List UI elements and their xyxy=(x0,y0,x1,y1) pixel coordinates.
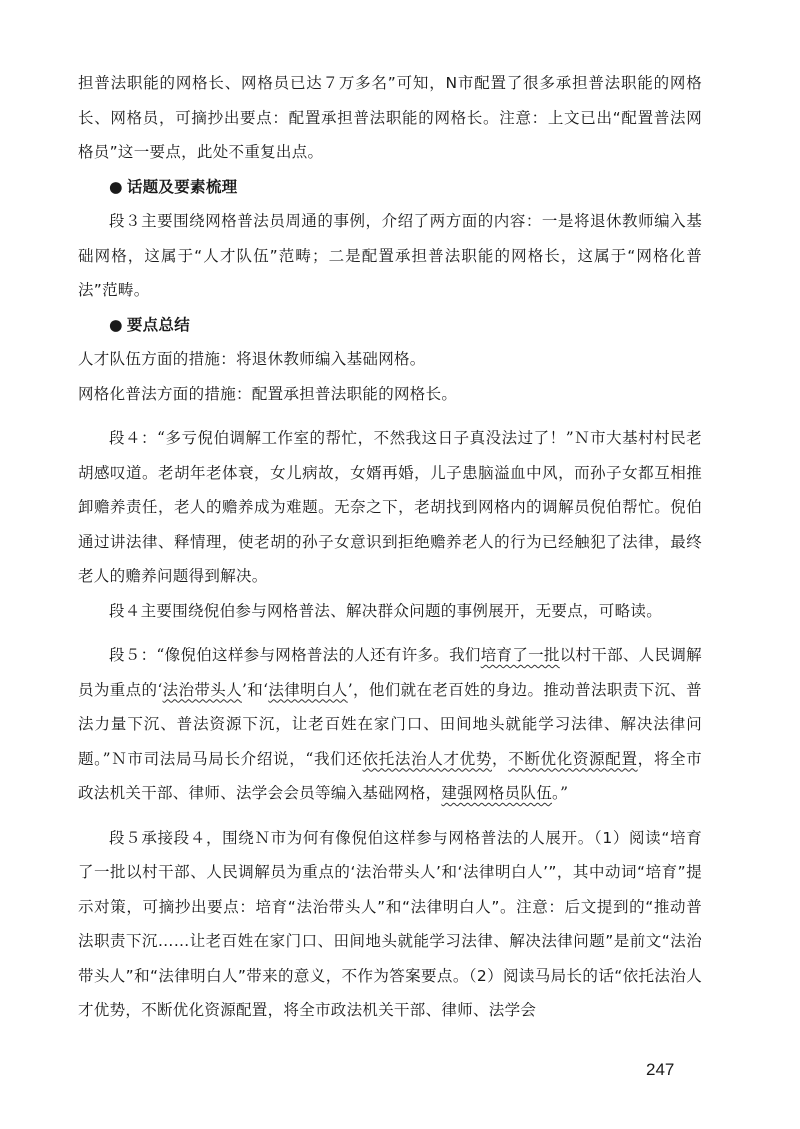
wavy-underlined-phrase: 培育了一批 xyxy=(480,646,560,664)
bullet-icon: ● xyxy=(109,315,123,334)
page-number: 247 xyxy=(646,1060,675,1079)
bullet-heading-text: 要点总结 xyxy=(126,315,191,334)
passage-text: ， xyxy=(492,749,509,768)
summary-line-grid: 网格化普法方面的措施：配置承担普法职能的网格长。 xyxy=(78,384,458,403)
wavy-underlined-phrase: 法治带头人 xyxy=(162,680,242,699)
paragraph-analysis-3: 段３主要围绕网格普法员周通的事例，介绍了两方面的内容：一是将退休教师编入基础网格，这属于“人才队伍”范畴；二是配置承担普法职能的网格长，这属于“网格化普法”范畴。 xyxy=(78,212,702,299)
paragraph-analysis-5: 段５承接段４，围绕Ｎ市为何有像倪伯这样参与网格普法的人展开。（1）阅读“培育了一批以村干部、人民调解员为重点的‘法治带头人’和‘法律明白人’”，其中动词“培育”提示对策，可摘抄出要点：培育“法治带头人”和“法律明白人”。注意：后文提到的“推动普法职责下沉……让老百姓在家门口、田间地头就能学习法律、解决法律问题”是前文“法治带头人”和“法律明白人”带来的意义，不作为答案要点。（2）阅读马局长的话“依托法治人才优势，不断优化资源配置，将全市政法机关干部、律师、法学会 xyxy=(78,828,702,1019)
passage-text: ’，他们就在老百姓的身边。推动普法职责下沉、普法力量下沉、普法资源下沉，让老百姓在家门口、田间地头就能学习法律、解决法律问题。”Ｎ市司法局马局长介绍说，“我们还 xyxy=(78,680,702,768)
passage-text: 段５：“像倪伯这样参与网格普法的人还有许多。我们 xyxy=(109,646,481,664)
wavy-underlined-phrase: 建强网格员队伍 xyxy=(441,784,553,802)
quoted-passage-5 xyxy=(78,638,702,811)
paragraph-analysis-4: 段４主要围绕倪伯参与网格普法、解决群众问题的事例展开，无要点，可略读。 xyxy=(109,601,663,620)
wavy-underlined-phrase: 不断优化资源配置 xyxy=(508,749,638,768)
page-body xyxy=(78,66,702,1028)
passage-text: ’和‘ xyxy=(241,680,269,699)
quoted-passage-4: 段４：“多亏倪伯调解工作室的帮忙，不然我这日子真没法过了！”Ｎ市大基村村民老胡感叹道。老胡年老体衰，女儿病故，女婿再婚，儿子患脑溢血中风，而孙子女都互相推卸赡养责任，老人的赡养成为难题。无奈之下，老胡找到网格内的调解员倪伯帮忙。倪伯通过讲法律、释情理，使老胡的孙子女意识到拒绝赡养老人的行为已经触犯了法律，最终老人的赡养问题得到解决。 xyxy=(78,429,702,585)
summary-line-talent: 人才队伍方面的措施：将退休教师编入基础网格。 xyxy=(78,350,426,368)
bullet-heading-text: 话题及要素梳理 xyxy=(126,177,238,196)
bullet-heading-topic xyxy=(109,170,702,205)
bullet-icon: ● xyxy=(109,177,123,196)
bullet-heading-summary xyxy=(109,308,702,343)
wavy-underlined-phrase: 法律明白人 xyxy=(268,680,348,699)
passage-text: ，将全市政法机关干部、律师、法学会会员等编入基础网格， xyxy=(78,749,702,802)
passage-text: 。” xyxy=(552,784,569,802)
passage-text: 以村干部、人民调解员为重点的‘ xyxy=(78,646,702,699)
paragraph-continued: 担普法职能的网格长、网格员已达７万多名”可知，N市配置了很多承担普法职能的网格长、网格员，可摘抄出要点：配置承担普法职能的网格长。注意：上文已出“配置普法网格员”这一要点，此处不重复出点。 xyxy=(78,74,702,161)
wavy-underlined-phrase: 依托法治人才优势 xyxy=(362,749,492,768)
